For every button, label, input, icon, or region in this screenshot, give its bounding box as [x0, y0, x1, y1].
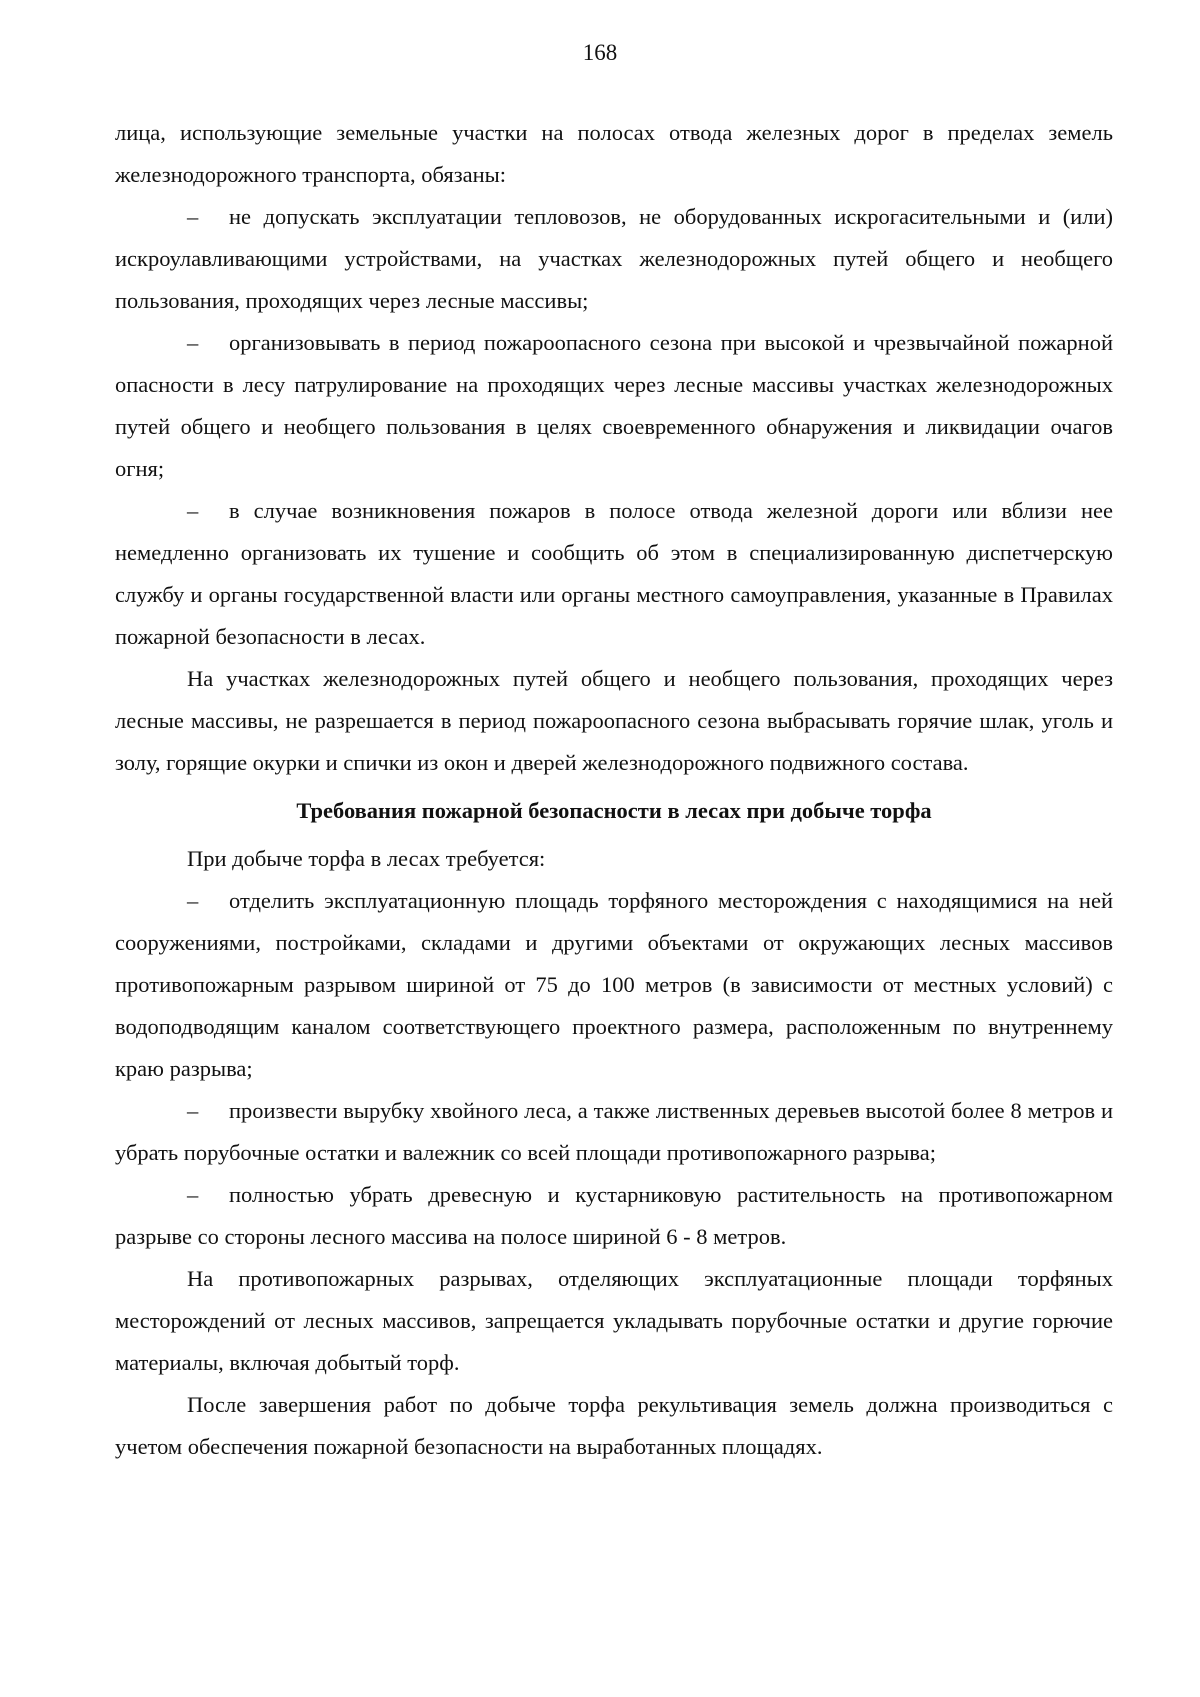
peat-bullet-2 — [115, 1090, 1113, 1174]
page-number: 168 — [582, 40, 618, 65]
peat-intro-paragraph: При добыче торфа в лесах требуется: — [187, 846, 546, 871]
peat-bullet-2-text: произвести вырубку хвойного леса, а также лиственных деревьев высотой более 8 метров и убрать порубочные остатки и валежник со всей площади противопожарного разрыва; — [115, 1098, 1113, 1165]
intro-paragraph: лица, использующие земельные участки на полосах отвода железных дорог в пределах земель железнодорожного транспорта, обязаны: — [115, 120, 1113, 187]
dash-marker: – — [187, 1182, 199, 1207]
rail-bullet-2 — [115, 322, 1113, 490]
rail-bullet-1 — [115, 196, 1113, 322]
section-heading: Требования пожарной безопасности в лесах при добыче торфа — [296, 798, 932, 823]
rail-paragraph: На участках железнодорожных путей общего и необщего пользования, проходящих через лесные массивы, не разрешается в период пожароопасного сезона выбрасывать горячие шлак, уголь и золу, горящие окурки и спички из окон и дверей железнодорожного подвижного состава. — [115, 666, 1113, 775]
peat-bullet-3-text: полностью убрать древесную и кустарниковую растительность на противопожарном разрыве со стороны лесного массива на полосе шириной 6 - 8 метров. — [115, 1182, 1113, 1249]
peat-bullet-1 — [115, 880, 1113, 1090]
rail-bullet-1-text: не допускать эксплуатации тепловозов, не оборудованных искрогасительными и (или) искроулавливающими устройствами, на участках железнодорожных путей общего и необщего пользования, проходящих через лесные массивы; — [115, 204, 1113, 313]
rail-bullet-3 — [115, 490, 1113, 658]
rail-bullet-3-text: в случае возникновения пожаров в полосе отвода железной дороги или вблизи нее немедленно организовать их тушение и сообщить об этом в специализированную диспетчерскую службу и органы государственной власти или органы местного самоуправления, указанные в Правилах пожарной безопасности в лесах. — [115, 498, 1113, 649]
dash-marker: – — [187, 204, 199, 229]
dash-marker: – — [187, 1098, 199, 1123]
dash-marker: – — [187, 330, 199, 355]
rail-bullet-2-text: организовывать в период пожароопасного сезона при высокой и чрезвычайной пожарной опасности в лесу патрулирование на проходящих через лесные массивы участках железнодорожных путей общего и необщего пользования в целях своевременного обнаружения и ликвидации очагов огня; — [115, 330, 1113, 481]
page-body — [115, 112, 1113, 1468]
dash-marker: – — [187, 498, 199, 523]
peat-bullet-3 — [115, 1174, 1113, 1258]
peat-paragraph-1: На противопожарных разрывах, отделяющих эксплуатационные площади торфяных месторождений от лесных массивов, запрещается укладывать порубочные остатки и другие горючие материалы, включая добытый торф. — [115, 1266, 1113, 1375]
peat-bullet-1-text: отделить эксплуатационную площадь торфяного месторождения с находящимися на ней сооружениями, постройками, складами и другими объектами от окружающих лесных массивов противопожарным разрывом шириной от 75 до 100 метров (в зависимости от местных условий) с водоподводящим каналом соответствующего проектного размера, расположенным по внутреннему краю разрыва; — [115, 888, 1113, 1081]
dash-marker: – — [187, 888, 199, 913]
peat-paragraph-2: После завершения работ по добыче торфа рекультивация земель должна производиться с учетом обеспечения пожарной безопасности на выработанных площадях. — [115, 1392, 1113, 1459]
